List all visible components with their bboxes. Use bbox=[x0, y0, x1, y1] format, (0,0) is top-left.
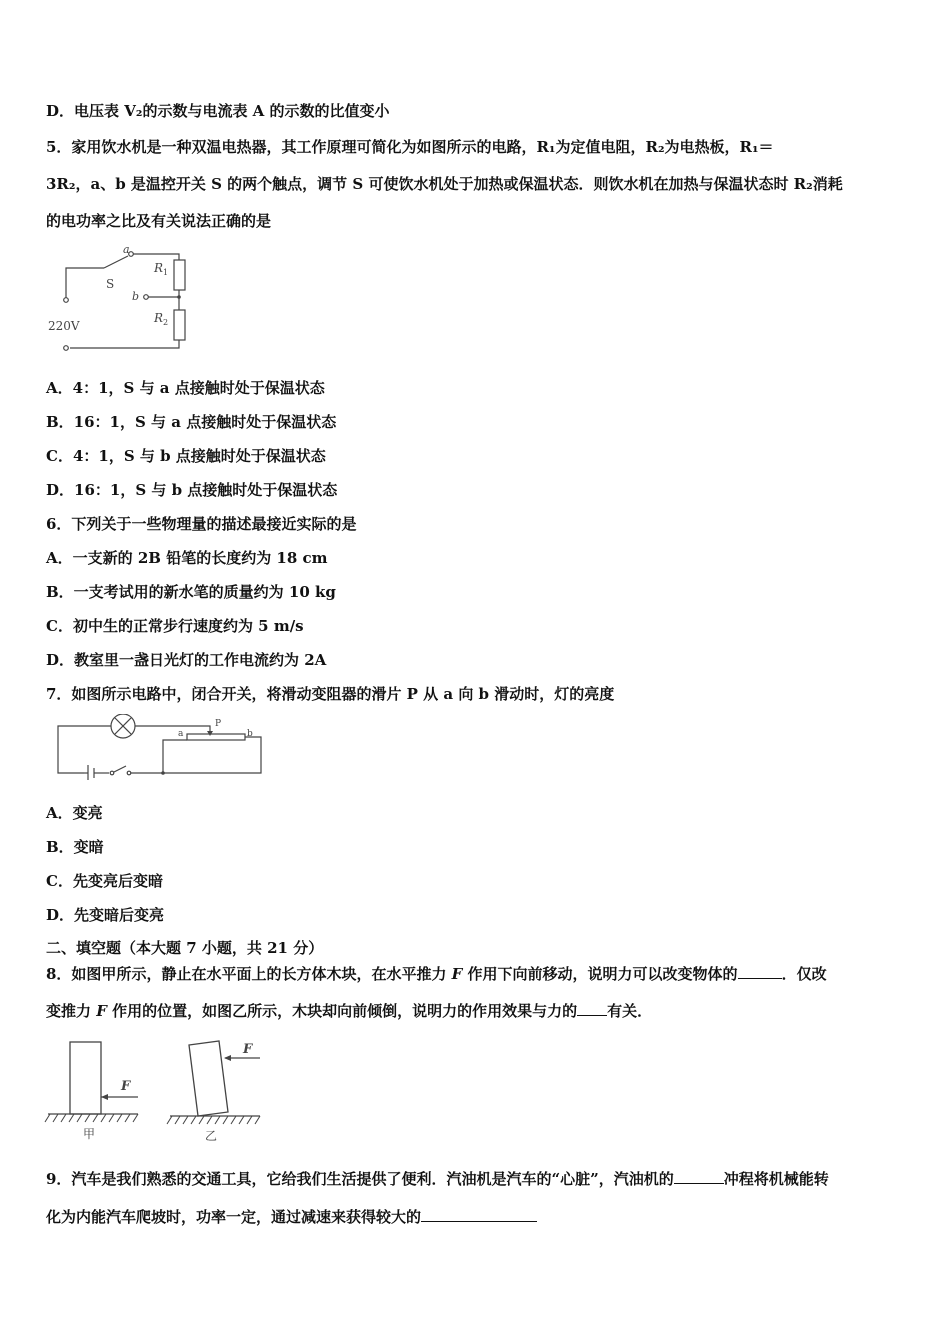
q5-circuit-diagram bbox=[46, 240, 206, 358]
q7-stem: 7．如图所示电路中，闭合开关，将滑动变阻器的滑片 P 从 a 向 b 滑动时，灯的亮度 bbox=[46, 685, 615, 703]
q8-stem-part2: 作用下向前移动，说明力可以改变物体的 bbox=[462, 965, 738, 983]
q8-answer-blank-1[interactable] bbox=[738, 964, 782, 979]
q6-option-d: D．教室里一盏日光灯的工作电流约为 2A bbox=[46, 651, 327, 669]
q4-option-d: D．电压表 V₂的示数与电流表 A 的示数的比值变小 bbox=[46, 102, 390, 120]
q7-circuit-diagram bbox=[54, 714, 268, 780]
q7-fig-label-p: P bbox=[215, 719, 222, 729]
q8-stem-part3: ．仅改 bbox=[781, 965, 827, 983]
q6-option-b: B．一支考试用的新水笔的质量约为 10 kg bbox=[46, 583, 336, 601]
q9-stem-line2 bbox=[46, 1207, 537, 1227]
q8-stem-part1: 8．如图甲所示，静止在水平面上的长方体木块，在水平推力 bbox=[46, 965, 452, 983]
q5-fig-label-r2: R bbox=[154, 311, 164, 325]
q9-stem-part3: 化为内能汽车爬坡时，功率一定，通过减速来获得较大的 bbox=[46, 1208, 422, 1226]
q7-option-b: B．变暗 bbox=[46, 838, 104, 856]
q6-stem: 6．下列关于一些物理量的描述最接近实际的是 bbox=[46, 515, 357, 533]
section-2-heading: 二、填空题（本大题 7 小题，共 21 分） bbox=[46, 939, 324, 957]
q5-stem-line3: 的电功率之比及有关说法正确的是 bbox=[46, 212, 272, 230]
q8-block-figure bbox=[44, 1034, 276, 1150]
q5-fig-label-s: S bbox=[106, 277, 115, 291]
q5-fig-label-b: b bbox=[132, 290, 140, 303]
q8-block-diagram bbox=[44, 1034, 276, 1146]
q9-stem-part1: 9．汽车是我们熟悉的交通工具，它给我们生活提供了便利．汽油机是汽车的“心脏”，汽油机的 bbox=[46, 1170, 674, 1188]
q8-stem-line2 bbox=[46, 1001, 652, 1021]
q8-fig-label-jia: 甲 bbox=[83, 1127, 96, 1141]
q8-fig-label-f2: F bbox=[243, 1042, 253, 1057]
q8-force-symbol: F bbox=[451, 965, 463, 983]
q7-option-a: A．变亮 bbox=[46, 804, 103, 822]
q8-stem-part5: 作用的位置，如图乙所示，木块却向前倾倒，说明力的作用效果与力的 bbox=[106, 1002, 578, 1020]
q5-fig-label-a: a bbox=[123, 243, 130, 256]
q5-option-a: A．4：1，S 与 a 点接触时处于保温状态 bbox=[46, 379, 325, 397]
q9-stem-line1 bbox=[46, 1169, 829, 1189]
q5-fig-label-220v: 220V bbox=[48, 319, 80, 333]
q5-option-d: D．16：1，S 与 b 点接触时处于保温状态 bbox=[46, 481, 338, 499]
q6-option-a: A．一支新的 2B 铅笔的长度约为 18 cm bbox=[46, 549, 328, 567]
q8-force-symbol-2: F bbox=[96, 1002, 107, 1020]
q5-fig-label-r2-sub: 2 bbox=[163, 318, 169, 327]
q7-fig-label-b: b bbox=[247, 729, 253, 739]
q9-stem-part2: 冲程将机械能转 bbox=[723, 1170, 829, 1188]
q5-fig-label-r1: R bbox=[154, 261, 164, 275]
q8-fig-label-f1: F bbox=[121, 1079, 131, 1094]
q7-fig-label-a: a bbox=[178, 729, 184, 739]
q7-circuit-figure bbox=[54, 714, 268, 784]
q5-stem-line1: 5．家用饮水机是一种双温电热器，其工作原理可简化为如图所示的电路，R₁为定值电阻，R₂为电热板，R₁＝ bbox=[46, 138, 774, 156]
q6-option-c: C．初中生的正常步行速度约为 5 m/s bbox=[46, 617, 304, 635]
q5-option-b: B．16：1，S 与 a 点接触时处于保温状态 bbox=[46, 413, 337, 431]
q8-answer-blank-2[interactable] bbox=[577, 1001, 607, 1016]
q8-stem-part4: 变推力 bbox=[46, 1002, 97, 1020]
q9-answer-blank-1[interactable] bbox=[674, 1169, 724, 1184]
q7-option-c: C．先变亮后变暗 bbox=[46, 872, 163, 890]
q7-option-d: D．先变暗后变亮 bbox=[46, 906, 165, 924]
q8-stem-part6: 有关． bbox=[607, 1002, 653, 1020]
q5-fig-label-r1-sub: 1 bbox=[163, 268, 169, 277]
q9-answer-blank-2[interactable] bbox=[421, 1207, 537, 1222]
q5-option-c: C．4：1，S 与 b 点接触时处于保温状态 bbox=[46, 447, 326, 465]
q8-fig-label-yi: 乙 bbox=[205, 1129, 218, 1143]
q5-circuit-figure bbox=[46, 240, 206, 362]
q8-stem-line1 bbox=[46, 964, 827, 984]
q5-stem-line2: 3R₂，a、b 是温控开关 S 的两个触点，调节 S 可使饮水机处于加热或保温状态．则饮水机在加热与保温状态时 R₂消耗 bbox=[46, 175, 843, 193]
